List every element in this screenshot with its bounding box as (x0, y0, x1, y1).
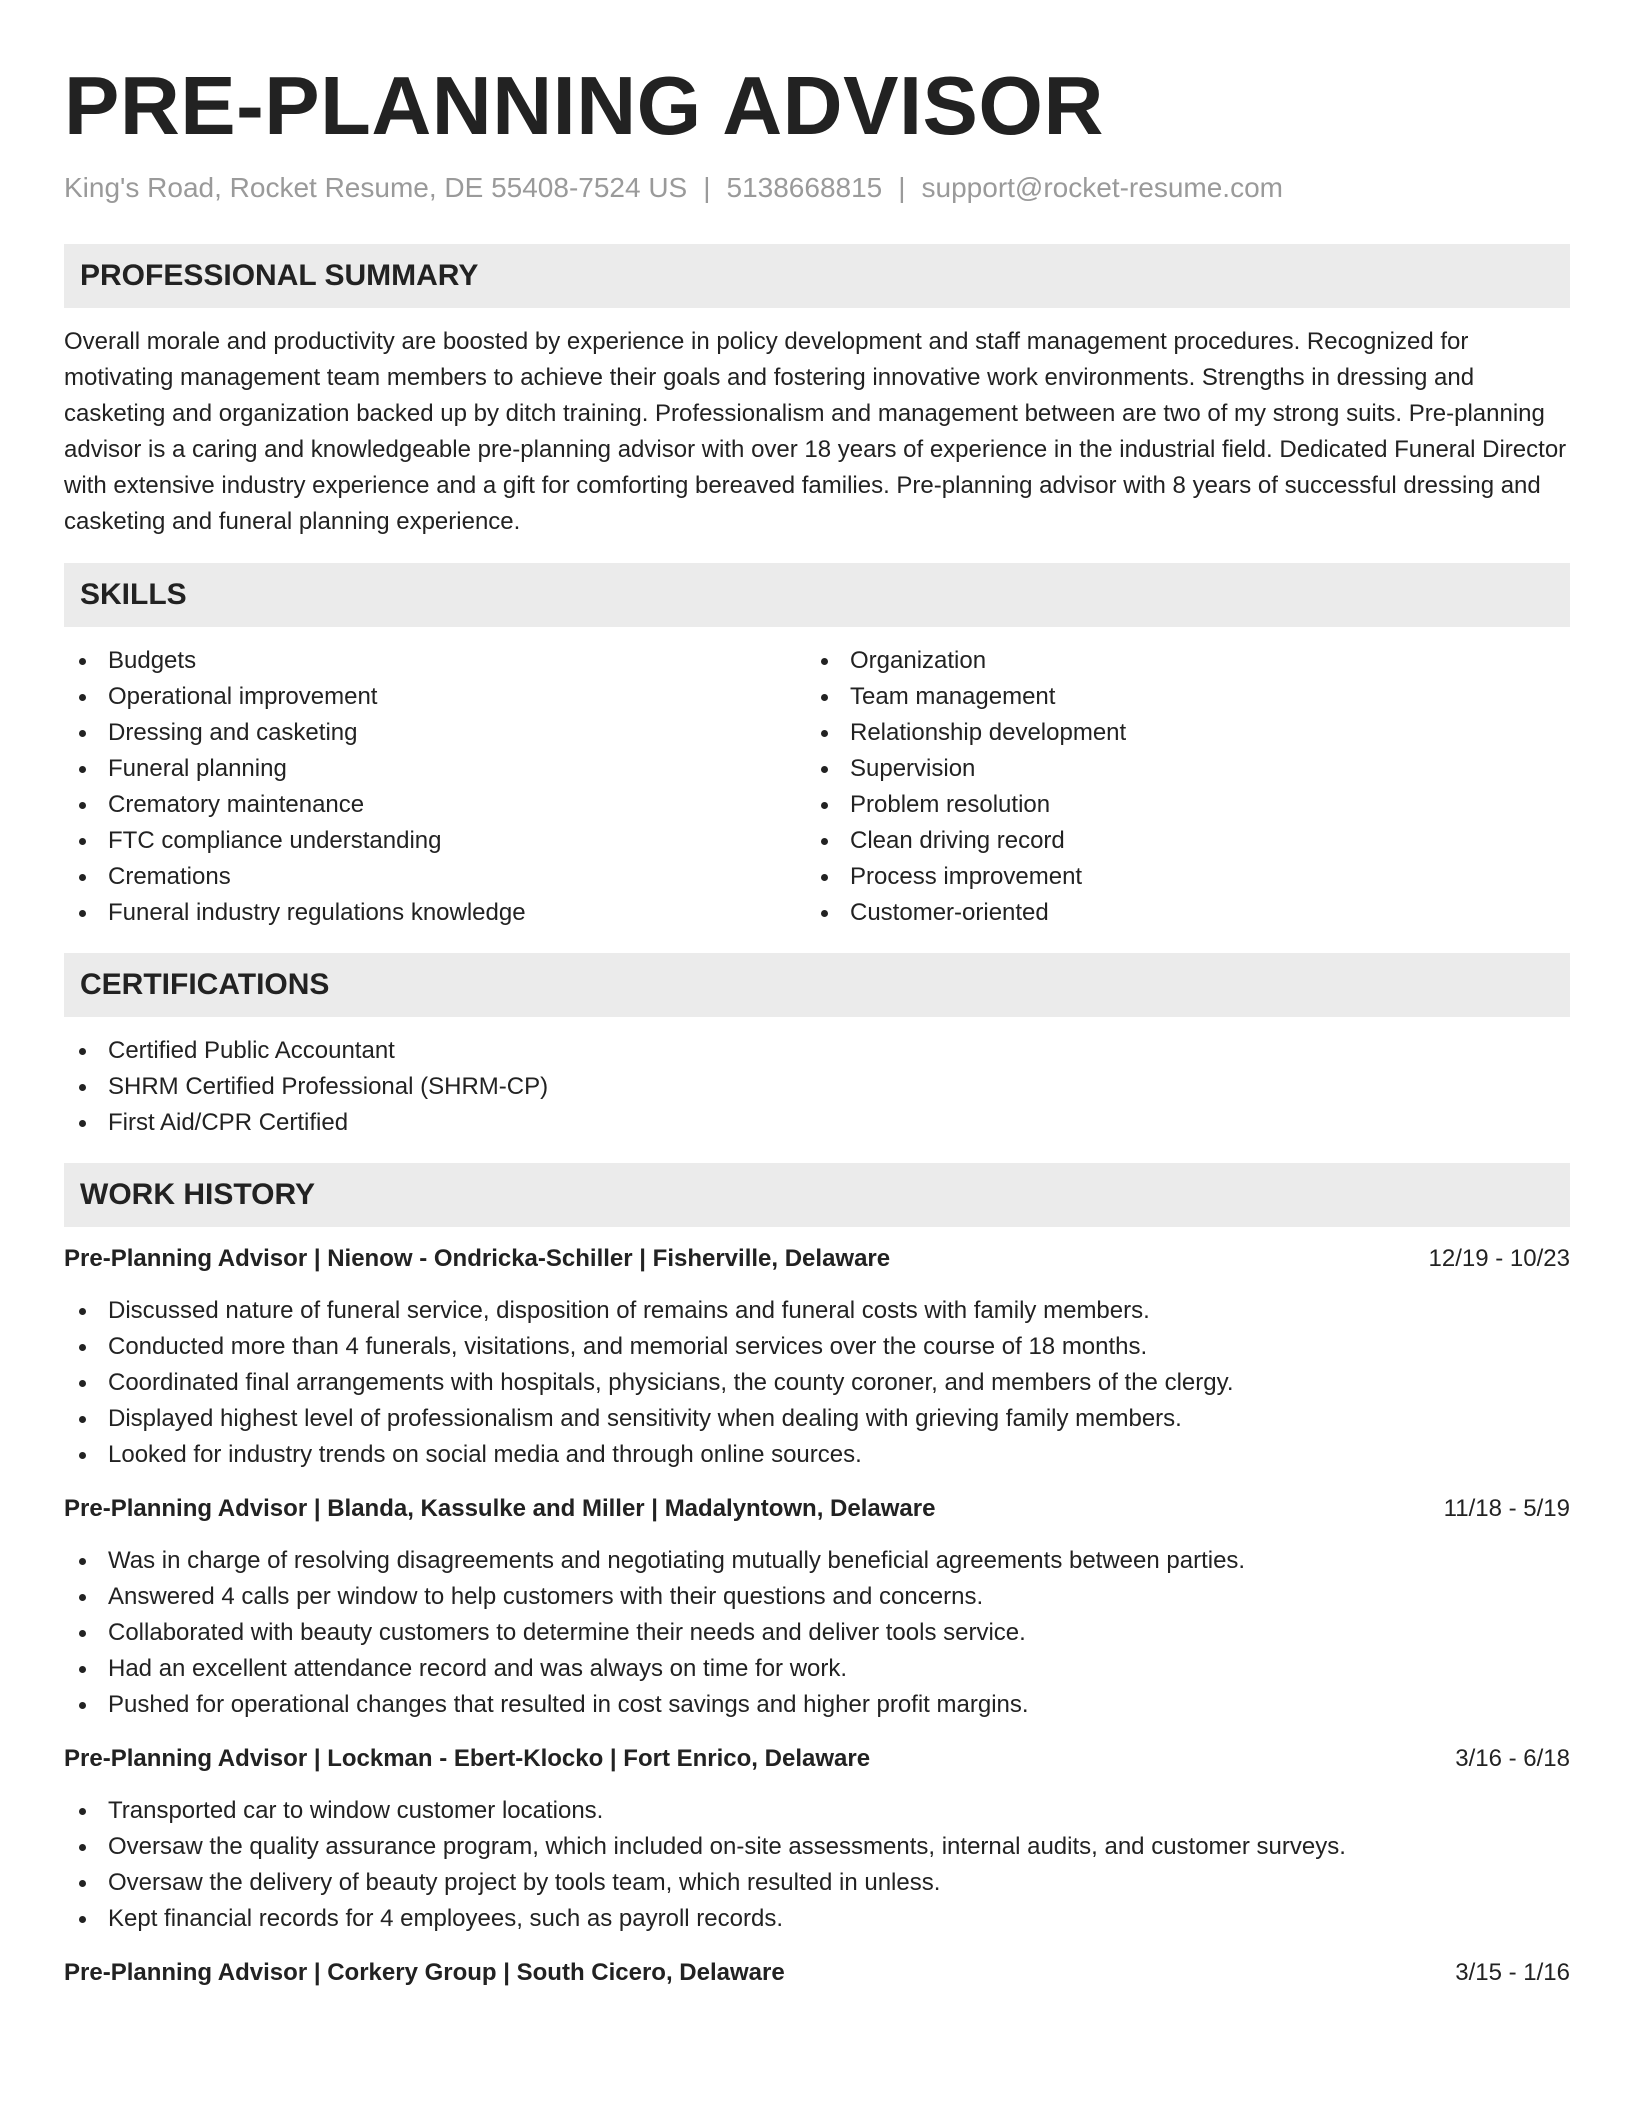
resume-page (64, 0, 1570, 1991)
skill-item: Dressing and casketing (64, 715, 806, 751)
job-bullet: Answered 4 calls per window to help customers with their questions and concerns. (64, 1579, 1570, 1615)
job-bullets (64, 1293, 1570, 1473)
contact-address: King's Road, Rocket Resume, DE 55408-7524 US (64, 172, 688, 203)
job-bullet: Had an excellent attendance record and was always on time for work. (64, 1651, 1570, 1687)
candidate-name: PRE-PLANNING ADVISOR (64, 59, 1104, 152)
skill-item: Funeral industry regulations knowledge (64, 895, 806, 931)
job-dates: 12/19 - 10/23 (1428, 1245, 1570, 1272)
skill-item: Relationship development (806, 715, 1548, 751)
skill-item: Funeral planning (64, 751, 806, 787)
job-bullets (64, 1793, 1570, 1937)
skill-item: Team management (806, 679, 1548, 715)
job-bullet: Was in charge of resolving disagreements and negotiating mutually beneficial agreements between parties. (64, 1543, 1570, 1579)
section-header-summary: PROFESSIONAL SUMMARY (64, 244, 1570, 308)
skill-item: Problem resolution (806, 787, 1548, 823)
skills-list (64, 643, 1570, 931)
job-bullet: Oversaw the quality assurance program, which included on-site assessments, internal audits, and customer surveys. (64, 1829, 1570, 1865)
job-bullet: Displayed highest level of professionalism and sensitivity when dealing with grieving family members. (64, 1401, 1570, 1437)
job-bullet: Oversaw the delivery of beauty project by tools team, which resulted in unless. (64, 1865, 1570, 1901)
job-title: Pre-Planning Advisor | Corkery Group | South Cicero, Delaware (64, 1959, 785, 1986)
job-bullet: Transported car to window customer locations. (64, 1793, 1570, 1829)
job-bullet: Collaborated with beauty customers to determine their needs and deliver tools service. (64, 1615, 1570, 1651)
contact-phone: 5138668815 (726, 172, 883, 203)
skill-item: Supervision (806, 751, 1548, 787)
job-header (64, 1955, 1570, 1991)
job-entry (64, 1955, 1570, 1991)
job-bullet: Kept financial records for 4 employees, such as payroll records. (64, 1901, 1570, 1937)
skill-item: Budgets (64, 643, 806, 679)
job-header (64, 1491, 1570, 1527)
job-bullets (64, 1543, 1570, 1723)
certification-item: First Aid/CPR Certified (64, 1105, 1570, 1141)
skill-item: Cremations (64, 859, 806, 895)
section-header-certifications: CERTIFICATIONS (64, 953, 1570, 1017)
job-dates: 3/15 - 1/16 (1455, 1959, 1570, 1986)
contact-email[interactable]: support@rocket-resume.com (921, 172, 1283, 203)
job-header (64, 1241, 1570, 1277)
job-entry (64, 1491, 1570, 1723)
job-dates: 11/18 - 5/19 (1443, 1495, 1570, 1522)
contact-separator: | (898, 172, 906, 203)
certification-item: Certified Public Accountant (64, 1033, 1570, 1069)
job-title: Pre-Planning Advisor | Nienow - Ondricka-Schiller | Fisherville, Delaware (64, 1245, 891, 1272)
skills-column-left (64, 643, 806, 931)
skill-item: Operational improvement (64, 679, 806, 715)
job-bullet: Looked for industry trends on social media and through online sources. (64, 1437, 1570, 1473)
job-dates: 3/16 - 6/18 (1455, 1745, 1570, 1772)
job-title: Pre-Planning Advisor | Blanda, Kassulke and Miller | Madalyntown, Delaware (64, 1495, 936, 1522)
skill-item: Customer-oriented (806, 895, 1548, 931)
job-entry (64, 1741, 1570, 1937)
skill-item: Organization (806, 643, 1548, 679)
job-bullet: Coordinated final arrangements with hospitals, physicians, the county coroner, and members of the clergy. (64, 1365, 1570, 1401)
job-entry (64, 1241, 1570, 1473)
job-bullet: Conducted more than 4 funerals, visitations, and memorial services over the course of 18 months. (64, 1329, 1570, 1365)
skills-column-right (806, 643, 1548, 931)
job-bullet: Discussed nature of funeral service, disposition of remains and funeral costs with family members. (64, 1293, 1570, 1329)
job-header (64, 1741, 1570, 1777)
contact-line (64, 170, 1570, 206)
summary-text: Overall morale and productivity are boosted by experience in policy development and staff management procedures. Recognized for motivating management team members to achieve their goals and fostering innovative work environments. Strengths in dressing and casketing and organization backed up by ditch training. Professionalism and management between are two of my strong suits. Pre-planning advisor is a caring and knowledgeable pre-planning advisor with over 18 years of experience in the industrial field. Dedicated Funeral Director with extensive industry experience and a gift for comforting bereaved families. Pre-planning advisor with 8 years of successful dressing and casketing and funeral planning experience. (64, 328, 1567, 535)
skill-item: Clean driving record (806, 823, 1548, 859)
skill-item: Crematory maintenance (64, 787, 806, 823)
section-header-skills: SKILLS (64, 563, 1570, 627)
certifications-list (64, 1033, 1570, 1141)
skill-item: FTC compliance understanding (64, 823, 806, 859)
skill-item: Process improvement (806, 859, 1548, 895)
section-header-work-history: WORK HISTORY (64, 1163, 1570, 1227)
certification-item: SHRM Certified Professional (SHRM-CP) (64, 1069, 1570, 1105)
job-bullet: Pushed for operational changes that resulted in cost savings and higher profit margins. (64, 1687, 1570, 1723)
contact-separator: | (703, 172, 711, 203)
job-title: Pre-Planning Advisor | Lockman - Ebert-Klocko | Fort Enrico, Delaware (64, 1745, 871, 1772)
